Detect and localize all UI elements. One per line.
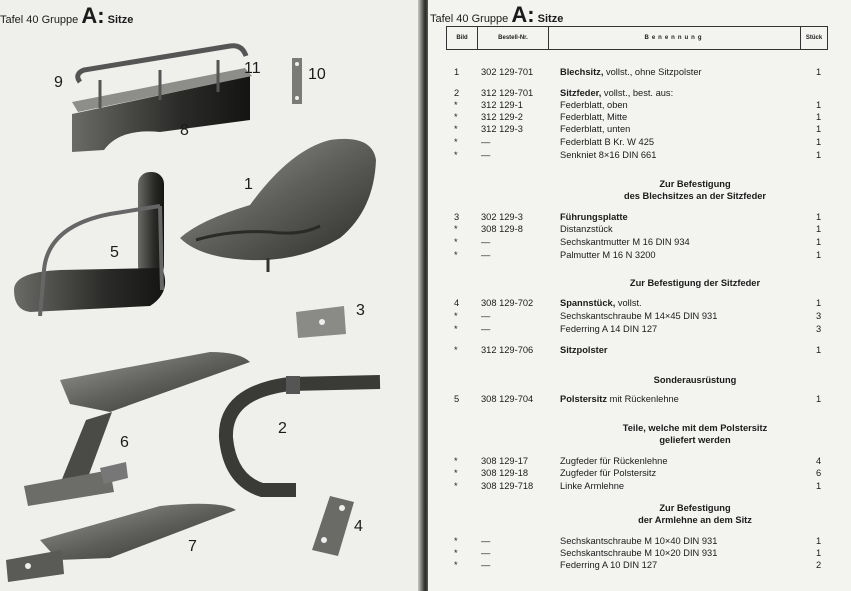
table-row: * — Sechskantschraube M 10×40 DIN 931 1: [454, 536, 822, 546]
col-benennung: Benennung: [549, 27, 801, 49]
left-header-gruppe: Gruppe: [41, 14, 79, 26]
left-header-title: Sitze: [107, 14, 134, 26]
table-row: * 312 129-3 Federblatt, unten 1: [454, 124, 822, 134]
part-7-foot-plate: [6, 504, 236, 582]
table-row: * 308 129-718 Linke Armlehne 1: [454, 481, 822, 491]
table-row: 3 302 129-3 Führungsplatte 1: [454, 212, 822, 222]
figure-label-6: 6: [120, 434, 129, 451]
left-page-illustrations: [0, 0, 422, 591]
left-header-tafel: Tafel 40: [0, 14, 39, 26]
table-row: * — Palmutter M 16 N 3200 1: [454, 250, 822, 260]
right-header-letter: A:: [511, 2, 535, 27]
part-5-cushion-seat: [14, 172, 165, 316]
figure-label-3: 3: [356, 302, 365, 319]
right-header-gruppe: Gruppe: [471, 13, 509, 25]
right-header-tafel: Tafel 40: [430, 13, 469, 25]
left-header-letter: A:: [81, 3, 105, 28]
right-page-header: [430, 2, 563, 28]
table-row: * — Federring A 10 DIN 127 2: [454, 560, 822, 570]
section-heading: Zur Befestigung des Blechsitzes an der Sitzfeder: [623, 179, 767, 201]
table-row: * — Sechskantschraube M 10×20 DIN 931 1: [454, 548, 822, 558]
part-3-guide-plate: [296, 306, 346, 338]
figure-label-1: 1: [244, 176, 253, 193]
part-4-clamp: [312, 496, 354, 556]
table-row: * 312 129-1 Federblatt, oben 1: [454, 100, 822, 110]
section-heading: Zur Befestigung der Armlehne an dem Sitz: [638, 503, 752, 525]
figure-label-2: 2: [278, 420, 287, 437]
table-row: * 308 129-18 Zugfeder für Polstersitz 6: [454, 468, 822, 478]
right-page-parts-list: [428, 0, 851, 591]
figure-label-7: 7: [188, 538, 197, 555]
table-row: * — Federring A 14 DIN 127 3: [454, 324, 822, 334]
part-6-foot-rest: [24, 352, 250, 506]
table-row: * — Sechskantmutter M 16 DIN 934 1: [454, 237, 822, 247]
table-header: [446, 26, 828, 50]
figure-label-5: 5: [110, 244, 119, 261]
table-row: * — Senkniet 8×16 DIN 661 1: [454, 150, 822, 160]
table-row: 2 312 129-701 Sitzfeder, vollst., best. aus:: [454, 88, 674, 98]
figure-label-8: 8: [180, 122, 189, 139]
figure-label-9: 9: [54, 74, 63, 91]
part-10-bracket: [292, 58, 302, 104]
table-row: * 308 129-8 Distanzstück 1: [454, 224, 822, 234]
figure-label-4: 4: [354, 518, 363, 535]
figure-label-10: 10: [308, 66, 326, 83]
right-header-title: Sitze: [537, 13, 564, 25]
table-row: * 312 129-706 Sitzpolster 1: [454, 345, 822, 355]
figure-label-11: 11: [244, 60, 261, 77]
section-heading: Zur Befestigung der Sitzfeder: [629, 278, 761, 288]
table-row: * 312 129-2 Federblatt, Mitte 1: [454, 112, 822, 122]
table-row: 4 308 129-702 Spannstück, vollst. 1: [454, 298, 822, 308]
part-1-pan-seat: [180, 139, 376, 272]
table-row: * — Federblatt B Kr. W 425 1: [454, 137, 822, 147]
part-2-seat-spring: [226, 376, 380, 490]
table-row: 1 302 129-701 Blechsitz, vollst., ohne Sitzpolster 1: [454, 67, 822, 77]
table-row: 5 308 129-704 Polstersitz mit Rückenlehne 1: [454, 394, 822, 404]
part-8-seat-support: [72, 46, 252, 152]
col-bestell: Bestell-Nr.: [478, 27, 549, 49]
table-row: * — Sechskantschraube M 14×45 DIN 931 3: [454, 311, 822, 321]
col-stueck: Stück: [805, 35, 823, 41]
table-row: * 308 129-17 Zugfeder für Rückenlehne 4: [454, 456, 822, 466]
section-heading: Sonderausrüstung: [653, 375, 737, 385]
section-heading: Teile, welche mit dem Polstersitz geliefert werden: [622, 423, 768, 445]
parts-illustration: [0, 0, 422, 591]
col-bild: Bild: [447, 27, 478, 49]
